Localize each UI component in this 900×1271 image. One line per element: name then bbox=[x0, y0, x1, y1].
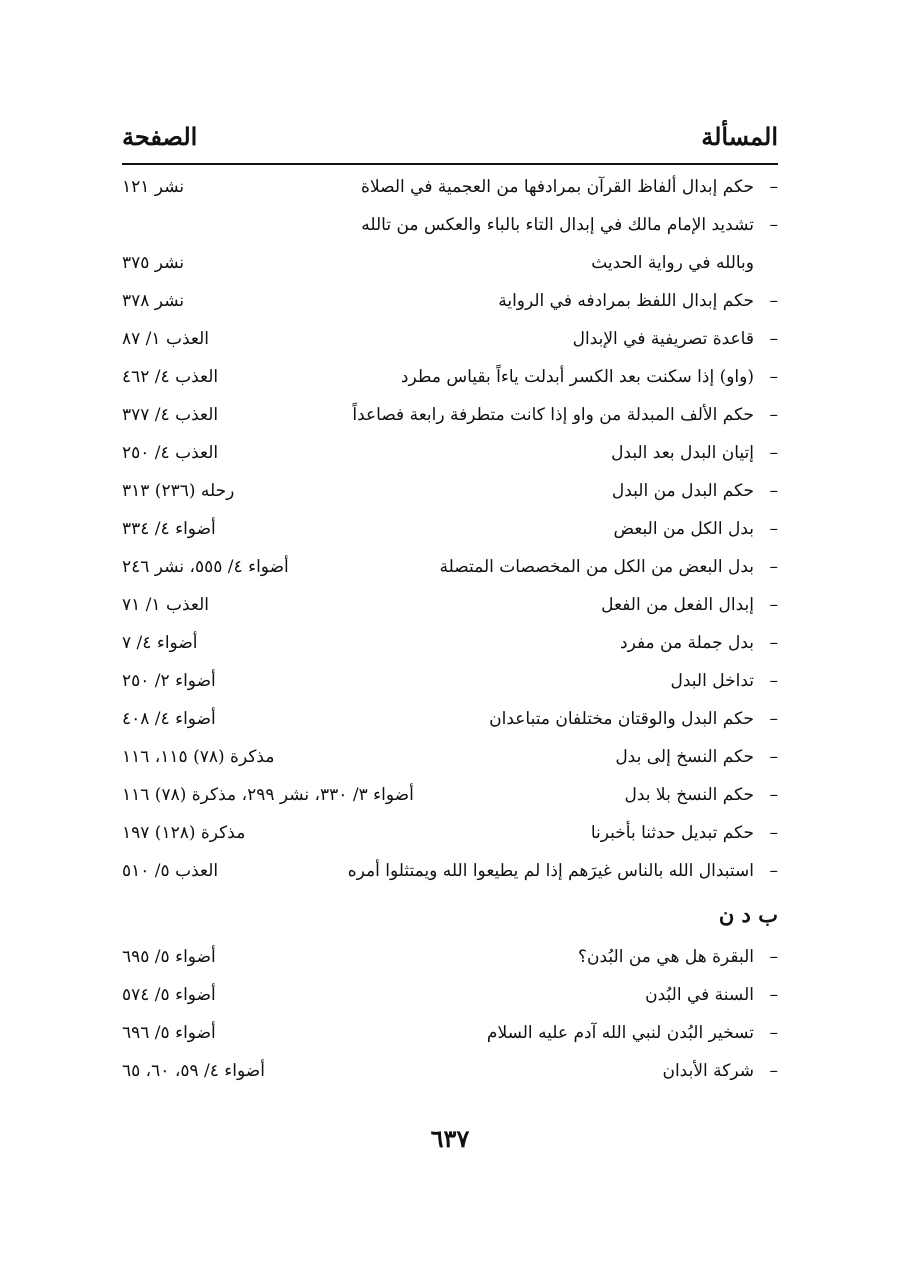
section-heading bbox=[122, 890, 778, 934]
entry-ref: العذب ١/ ٨٧ bbox=[122, 329, 209, 349]
entry-ref: أضواء ٥/ ٥٧٤ bbox=[122, 985, 216, 1005]
index-list bbox=[122, 168, 778, 1090]
entry-ref: نشر ٣٧٨ bbox=[122, 291, 185, 311]
index-entry bbox=[122, 662, 778, 700]
entry-text: بدل البعض من الكل من المخصصات المتصلة bbox=[439, 557, 754, 577]
entry-text: إتيان البدل بعد البدل bbox=[611, 443, 754, 463]
entry-dash: – bbox=[769, 947, 778, 967]
entry-ref: العذب ٤/ ٣٧٧ bbox=[122, 405, 219, 425]
entry-dash: – bbox=[769, 405, 778, 425]
entry-text: وبالله في رواية الحديث bbox=[591, 253, 754, 273]
index-entry bbox=[122, 938, 778, 976]
entry-ref: العذب ٤/ ٤٦٢ bbox=[122, 367, 219, 387]
entry-dash: – bbox=[769, 709, 778, 729]
page-column-title: الصفحة bbox=[122, 122, 198, 151]
entry-ref: أضواء ٣/ ٣٣٠، نشر ٢٩٩، مذكرة (٧٨) ١١٦ bbox=[122, 785, 414, 805]
entry-text: بدل جملة من مفرد bbox=[620, 633, 754, 653]
entry-dash: – bbox=[769, 985, 778, 1005]
entry-text: قاعدة تصريفية في الإبدال bbox=[572, 329, 754, 349]
index-entry bbox=[122, 548, 778, 586]
entry-ref: مذكرة (١٢٨) ١٩٧ bbox=[122, 823, 246, 843]
entry-text: شركة الأبدان bbox=[662, 1061, 754, 1081]
index-entry bbox=[122, 320, 778, 358]
entry-ref: رحله (٢٣٦) ٣١٣ bbox=[122, 481, 235, 501]
entry-ref: العذب ٤/ ٢٥٠ bbox=[122, 443, 219, 463]
entry-dash: – bbox=[769, 747, 778, 767]
entry-text: حكم إبدال ألفاظ القرآن بمرادفها من العجمية في الصلاة bbox=[361, 177, 754, 197]
index-entry bbox=[122, 168, 778, 206]
header-rule bbox=[122, 163, 778, 165]
index-entry bbox=[122, 434, 778, 472]
entry-text: حكم إبدال اللفظ بمرادفه في الرواية bbox=[498, 291, 754, 311]
entry-dash: – bbox=[769, 671, 778, 691]
entry-text: تشديد الإمام مالك في إبدال التاء بالباء والعكس من تالله bbox=[361, 215, 754, 235]
entry-ref: أضواء ٤/ ٥٥٥، نشر ٢٤٦ bbox=[122, 557, 289, 577]
entry-ref: العذب ٥/ ٥١٠ bbox=[122, 861, 219, 881]
entry-text: السنة في البُدن bbox=[645, 985, 754, 1005]
entry-ref: أضواء ٢/ ٢٥٠ bbox=[122, 671, 216, 691]
entry-text: بدل الكل من البعض bbox=[613, 519, 754, 539]
index-entry bbox=[122, 358, 778, 396]
entry-dash: – bbox=[769, 1023, 778, 1043]
index-entry bbox=[122, 976, 778, 1014]
index-entry bbox=[122, 776, 778, 814]
entry-dash: – bbox=[769, 1061, 778, 1081]
index-entry bbox=[122, 282, 778, 320]
entry-dash: – bbox=[769, 443, 778, 463]
entry-ref: أضواء ٤/ ٣٣٤ bbox=[122, 519, 216, 539]
index-entry bbox=[122, 700, 778, 738]
entry-text: حكم النسخ بلا بدل bbox=[624, 785, 754, 805]
entry-ref: أضواء ٤/ ٤٠٨ bbox=[122, 709, 216, 729]
page-number: ٦٣٧ bbox=[430, 1124, 470, 1153]
entry-dash: – bbox=[769, 177, 778, 197]
entry-dash: – bbox=[769, 557, 778, 577]
index-entry bbox=[122, 624, 778, 662]
entry-dash: – bbox=[769, 785, 778, 805]
entry-ref: أضواء ٤/ ٥٩، ٦٠، ٦٥ bbox=[122, 1061, 265, 1081]
entry-dash: – bbox=[769, 215, 778, 235]
entry-dash: – bbox=[769, 329, 778, 349]
entry-text: حكم البدل والوقتان مختلفان متباعدان bbox=[489, 709, 754, 729]
entry-ref: نشر ٣٧٥ bbox=[122, 253, 185, 273]
entry-dash: – bbox=[769, 481, 778, 501]
index-entry-continuation bbox=[122, 244, 778, 282]
column-header bbox=[122, 122, 778, 162]
index-entry bbox=[122, 1052, 778, 1090]
entry-ref: نشر ١٢١ bbox=[122, 177, 185, 197]
index-entry bbox=[122, 814, 778, 852]
issue-column-title: المسألة bbox=[701, 122, 778, 151]
entry-text: حكم البدل من البدل bbox=[611, 481, 754, 501]
entry-ref: أضواء ٥/ ٦٩٦ bbox=[122, 1023, 216, 1043]
entry-text: البقرة هل هي من البُدن؟ bbox=[577, 947, 754, 967]
entry-text: استبدال الله بالناس غيرَهم إذا لم يطيعوا الله ويمتثلوا أمره bbox=[347, 861, 754, 881]
entry-dash: – bbox=[769, 633, 778, 653]
index-entry bbox=[122, 1014, 778, 1052]
entry-text: تسخير البُدن لنبي الله آدم عليه السلام bbox=[486, 1023, 754, 1043]
entry-ref: أضواء ٤/ ٧ bbox=[122, 633, 198, 653]
index-entry bbox=[122, 472, 778, 510]
entry-dash: – bbox=[769, 595, 778, 615]
entry-text: حكم تبديل حدثنا بأخبرنا bbox=[590, 823, 754, 843]
entry-dash: – bbox=[769, 291, 778, 311]
index-entry bbox=[122, 852, 778, 890]
entry-text: تداخل البدل bbox=[670, 671, 754, 691]
index-entry bbox=[122, 586, 778, 624]
entry-ref: مذكرة (٧٨) ١١٥، ١١٦ bbox=[122, 747, 275, 767]
entry-text: حكم الألف المبدلة من واو إذا كانت متطرفة رابعة فصاعداً bbox=[352, 405, 754, 425]
entry-dash: – bbox=[769, 861, 778, 881]
entry-dash: – bbox=[769, 519, 778, 539]
index-entry bbox=[122, 206, 778, 244]
entry-ref: أضواء ٥/ ٦٩٥ bbox=[122, 947, 216, 967]
index-entry bbox=[122, 738, 778, 776]
section-heading-text: ب د ن bbox=[718, 902, 778, 927]
entry-dash: – bbox=[769, 367, 778, 387]
entry-ref: العذب ١/ ٧١ bbox=[122, 595, 209, 615]
index-entry bbox=[122, 510, 778, 548]
entry-text: حكم النسخ إلى بدل bbox=[615, 747, 754, 767]
entry-text: (واو) إذا سكنت بعد الكسر أبدلت ياءاً بقياس مطرد bbox=[400, 367, 754, 387]
entry-dash: – bbox=[769, 823, 778, 843]
index-entry bbox=[122, 396, 778, 434]
entry-text: إبدال الفعل من الفعل bbox=[601, 595, 754, 615]
